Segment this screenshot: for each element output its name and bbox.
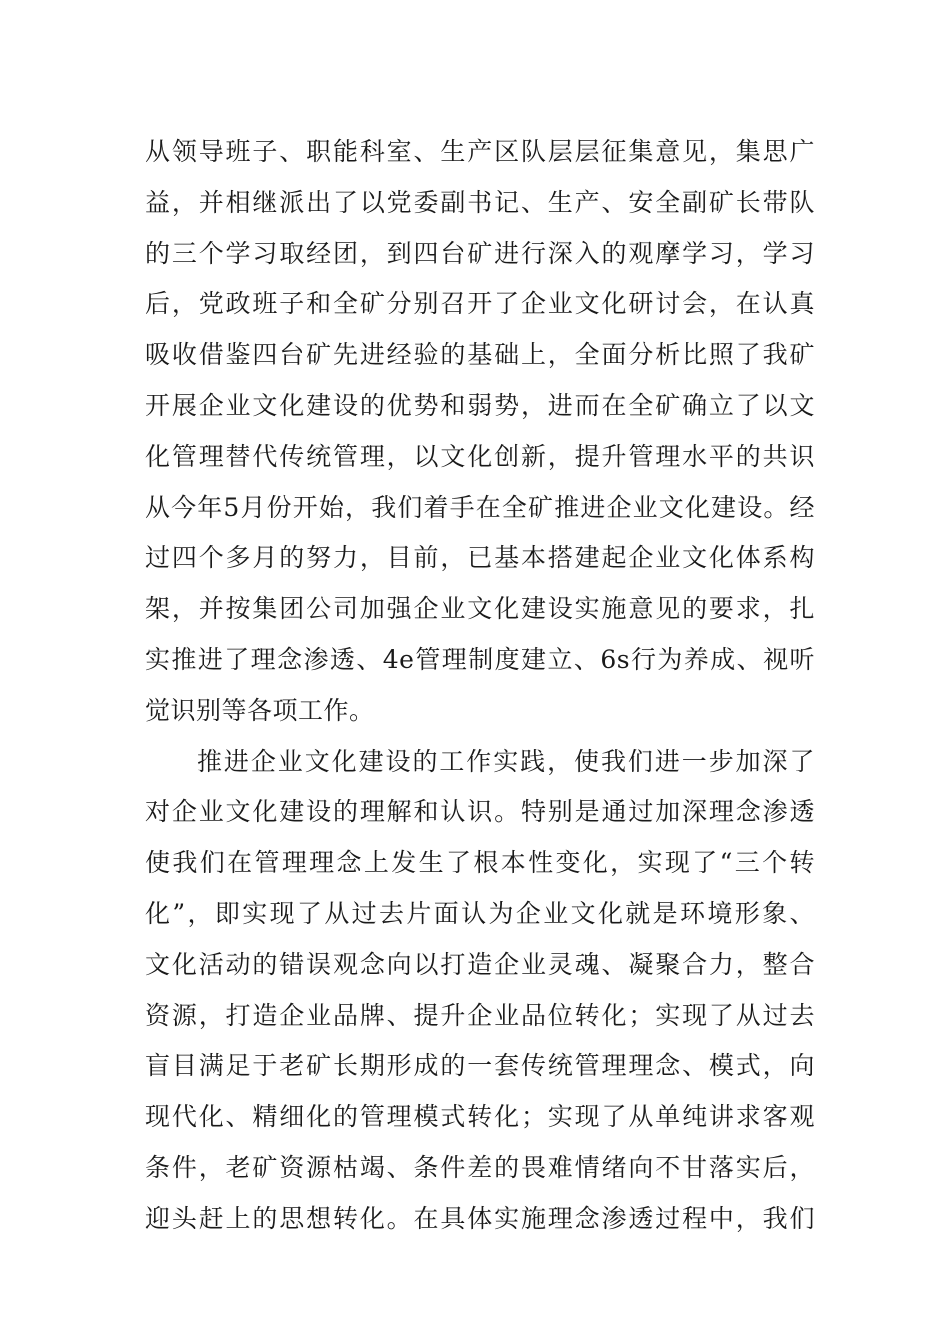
text-line: 觉识别等各项工作。 <box>145 695 375 725</box>
text-line: 使我们在管理理念上发生了根本性变化，实现了“三个转 <box>145 848 815 878</box>
text-line: 的三个学习取经团，到四台矿进行深入的观摩学习，学习 <box>145 238 815 268</box>
text-line: 化管理替代传统管理，以文化创新，提升管理水平的共识 <box>145 441 815 471</box>
text-line: 现代化、精细化的管理模式转化；实现了从单纯讲求客观 <box>145 1102 815 1132</box>
paragraph-1 <box>145 127 815 737</box>
text-line: 吸收借鉴四台矿先进经验的基础上，全面分析比照了我矿 <box>145 340 815 370</box>
text-line: 文化活动的错误观念向以打造企业灵魂、凝聚合力，整合 <box>145 949 815 979</box>
text-line: 化”，即实现了从过去片面认为企业文化就是环境形象、 <box>145 898 815 928</box>
text-line: 架，并按集团公司加强企业文化建设实施意见的要求，扎 <box>145 594 815 624</box>
text-line: 益，并相继派出了以党委副书记、生产、安全副矿长带队 <box>145 187 815 217</box>
paragraph-2 <box>145 737 815 1245</box>
text-line: 资源，打造企业品牌、提升企业品位转化；实现了从过去 <box>145 1000 815 1030</box>
text-line: 盲目满足于老矿长期形成的一套传统管理理念、模式，向 <box>145 1051 815 1081</box>
text-line: 过四个多月的努力，目前，已基本搭建起企业文化体系构 <box>145 543 815 573</box>
text-line: 推进企业文化建设的工作实践，使我们进一步加深了 <box>197 746 815 776</box>
text-line: 从领导班子、职能科室、生产区队层层征集意见，集思广 <box>145 137 815 166</box>
text-line: 后，党政班子和全矿分别召开了企业文化研讨会，在认真 <box>145 289 815 319</box>
text-line: 开展企业文化建设的优势和弱势，进而在全矿确立了以文 <box>145 390 815 420</box>
text-line: 从今年5月份开始，我们着手在全矿推进企业文化建设。经 <box>145 492 815 522</box>
text-line: 迎头赶上的思想转化。在具体实施理念渗透过程中，我们 <box>145 1203 815 1233</box>
text-line: 实推进了理念渗透、4e管理制度建立、6s行为养成、视听 <box>145 644 815 674</box>
text-line: 条件，老矿资源枯竭、条件差的畏难情绪向不甘落实后， <box>145 1152 815 1182</box>
body-text <box>145 127 815 1245</box>
text-line: 对企业文化建设的理解和认识。特别是通过加深理念渗透 <box>145 797 815 827</box>
